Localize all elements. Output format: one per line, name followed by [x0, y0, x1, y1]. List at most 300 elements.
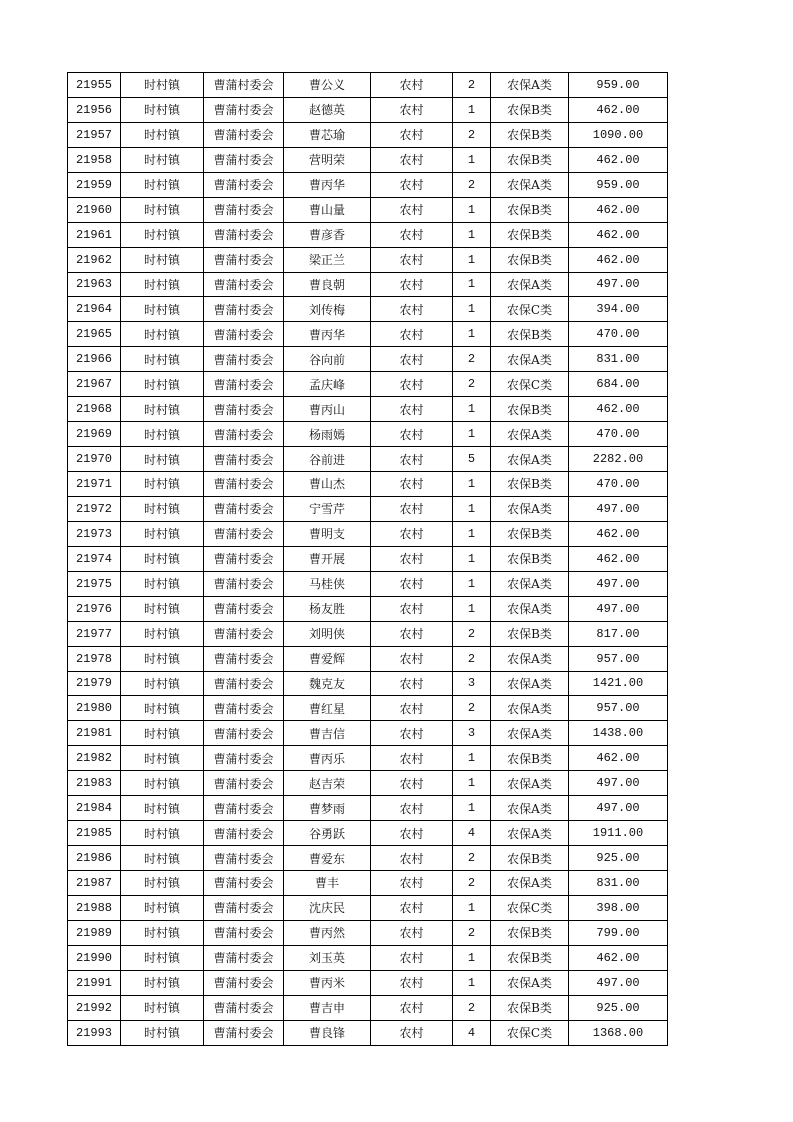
- town-cell: 时村镇: [121, 671, 204, 696]
- person-name-cell: 曹丙米: [284, 970, 371, 995]
- person-name-cell: 曹良锋: [284, 1020, 371, 1045]
- area-type-cell: 农村: [371, 871, 453, 896]
- row-id-cell: 21968: [68, 397, 121, 422]
- amount-cell: 1368.00: [569, 1020, 668, 1045]
- table-row: [68, 247, 668, 272]
- village-committee-cell: 曹蒲村委会: [204, 97, 284, 122]
- amount-cell: 959.00: [569, 73, 668, 98]
- town-cell: 时村镇: [121, 447, 204, 472]
- person-name-cell: 沈庆民: [284, 895, 371, 920]
- amount-cell: 959.00: [569, 172, 668, 197]
- town-cell: 时村镇: [121, 222, 204, 247]
- village-committee-cell: 曹蒲村委会: [204, 347, 284, 372]
- row-id-cell: 21965: [68, 322, 121, 347]
- amount-cell: 398.00: [569, 895, 668, 920]
- household-count-cell: 1: [453, 571, 491, 596]
- village-committee-cell: 曹蒲村委会: [204, 147, 284, 172]
- amount-cell: 2282.00: [569, 447, 668, 472]
- town-cell: 时村镇: [121, 247, 204, 272]
- area-type-cell: 农村: [371, 472, 453, 497]
- table-row: [68, 796, 668, 821]
- amount-cell: 470.00: [569, 322, 668, 347]
- person-name-cell: 曹爱东: [284, 846, 371, 871]
- table-row: [68, 621, 668, 646]
- insurance-category-cell: 农保A类: [491, 447, 569, 472]
- insurance-category-cell: 农保B类: [491, 621, 569, 646]
- village-committee-cell: 曹蒲村委会: [204, 472, 284, 497]
- village-committee-cell: 曹蒲村委会: [204, 796, 284, 821]
- insurance-category-cell: 农保B类: [491, 920, 569, 945]
- insurance-category-cell: 农保B类: [491, 995, 569, 1020]
- village-committee-cell: 曹蒲村委会: [204, 771, 284, 796]
- town-cell: 时村镇: [121, 147, 204, 172]
- town-cell: 时村镇: [121, 746, 204, 771]
- insurance-category-cell: 农保B类: [491, 222, 569, 247]
- amount-cell: 831.00: [569, 871, 668, 896]
- household-count-cell: 2: [453, 347, 491, 372]
- row-id-cell: 21955: [68, 73, 121, 98]
- area-type-cell: 农村: [371, 746, 453, 771]
- area-type-cell: 农村: [371, 895, 453, 920]
- person-name-cell: 谷勇跃: [284, 821, 371, 846]
- person-name-cell: 曹丙华: [284, 172, 371, 197]
- area-type-cell: 农村: [371, 696, 453, 721]
- amount-cell: 497.00: [569, 571, 668, 596]
- town-cell: 时村镇: [121, 122, 204, 147]
- household-count-cell: 1: [453, 322, 491, 347]
- village-committee-cell: 曹蒲村委会: [204, 871, 284, 896]
- insurance-category-cell: 农保B类: [491, 147, 569, 172]
- village-committee-cell: 曹蒲村委会: [204, 546, 284, 571]
- row-id-cell: 21967: [68, 372, 121, 397]
- household-count-cell: 3: [453, 671, 491, 696]
- amount-cell: 497.00: [569, 272, 668, 297]
- person-name-cell: 赵吉荣: [284, 771, 371, 796]
- row-id-cell: 21983: [68, 771, 121, 796]
- insurance-category-cell: 农保A类: [491, 796, 569, 821]
- village-committee-cell: 曹蒲村委会: [204, 1020, 284, 1045]
- row-id-cell: 21981: [68, 721, 121, 746]
- household-count-cell: 1: [453, 247, 491, 272]
- household-count-cell: 1: [453, 397, 491, 422]
- area-type-cell: 农村: [371, 621, 453, 646]
- table-row: [68, 147, 668, 172]
- insurance-category-cell: 农保C类: [491, 372, 569, 397]
- household-count-cell: 1: [453, 297, 491, 322]
- town-cell: 时村镇: [121, 496, 204, 521]
- person-name-cell: 刘传梅: [284, 297, 371, 322]
- row-id-cell: 21992: [68, 995, 121, 1020]
- person-name-cell: 曹丙华: [284, 322, 371, 347]
- amount-cell: 462.00: [569, 945, 668, 970]
- household-count-cell: 3: [453, 721, 491, 746]
- village-committee-cell: 曹蒲村委会: [204, 521, 284, 546]
- row-id-cell: 21974: [68, 546, 121, 571]
- table-row: [68, 821, 668, 846]
- table-row: [68, 721, 668, 746]
- town-cell: 时村镇: [121, 347, 204, 372]
- row-id-cell: 21973: [68, 521, 121, 546]
- person-name-cell: 曹彦香: [284, 222, 371, 247]
- insurance-category-cell: 农保C类: [491, 1020, 569, 1045]
- area-type-cell: 农村: [371, 995, 453, 1020]
- amount-cell: 497.00: [569, 771, 668, 796]
- person-name-cell: 曹山杰: [284, 472, 371, 497]
- town-cell: 时村镇: [121, 97, 204, 122]
- insurance-category-cell: 农保A类: [491, 596, 569, 621]
- village-committee-cell: 曹蒲村委会: [204, 596, 284, 621]
- insurance-category-cell: 农保A类: [491, 73, 569, 98]
- town-cell: 时村镇: [121, 172, 204, 197]
- area-type-cell: 农村: [371, 571, 453, 596]
- amount-cell: 462.00: [569, 546, 668, 571]
- village-committee-cell: 曹蒲村委会: [204, 646, 284, 671]
- row-id-cell: 21986: [68, 846, 121, 871]
- table-row: [68, 97, 668, 122]
- person-name-cell: 曹丰: [284, 871, 371, 896]
- household-count-cell: 2: [453, 871, 491, 896]
- row-id-cell: 21985: [68, 821, 121, 846]
- village-committee-cell: 曹蒲村委会: [204, 447, 284, 472]
- household-count-cell: 1: [453, 521, 491, 546]
- household-count-cell: 1: [453, 422, 491, 447]
- village-committee-cell: 曹蒲村委会: [204, 571, 284, 596]
- household-count-cell: 1: [453, 895, 491, 920]
- table-row: [68, 571, 668, 596]
- amount-cell: 462.00: [569, 521, 668, 546]
- row-id-cell: 21970: [68, 447, 121, 472]
- amount-cell: 470.00: [569, 472, 668, 497]
- amount-cell: 462.00: [569, 222, 668, 247]
- row-id-cell: 21980: [68, 696, 121, 721]
- household-count-cell: 2: [453, 995, 491, 1020]
- insurance-category-cell: 农保A类: [491, 347, 569, 372]
- insurance-category-cell: 农保C类: [491, 297, 569, 322]
- area-type-cell: 农村: [371, 821, 453, 846]
- table-body: [68, 73, 668, 1046]
- person-name-cell: 赵德英: [284, 97, 371, 122]
- household-count-cell: 1: [453, 771, 491, 796]
- row-id-cell: 21977: [68, 621, 121, 646]
- table-row: [68, 496, 668, 521]
- village-committee-cell: 曹蒲村委会: [204, 272, 284, 297]
- insurance-category-cell: 农保B类: [491, 97, 569, 122]
- table-row: [68, 671, 668, 696]
- row-id-cell: 21991: [68, 970, 121, 995]
- amount-cell: 497.00: [569, 496, 668, 521]
- household-count-cell: 5: [453, 447, 491, 472]
- table-row: [68, 372, 668, 397]
- person-name-cell: 曹吉申: [284, 995, 371, 1020]
- town-cell: 时村镇: [121, 297, 204, 322]
- household-count-cell: 1: [453, 197, 491, 222]
- table-row: [68, 746, 668, 771]
- town-cell: 时村镇: [121, 821, 204, 846]
- amount-cell: 957.00: [569, 646, 668, 671]
- table-row: [68, 920, 668, 945]
- area-type-cell: 农村: [371, 347, 453, 372]
- area-type-cell: 农村: [371, 671, 453, 696]
- table-row: [68, 895, 668, 920]
- table-row: [68, 995, 668, 1020]
- person-name-cell: 梁正兰: [284, 247, 371, 272]
- village-committee-cell: 曹蒲村委会: [204, 397, 284, 422]
- row-id-cell: 21972: [68, 496, 121, 521]
- insurance-category-cell: 农保B类: [491, 546, 569, 571]
- row-id-cell: 21960: [68, 197, 121, 222]
- insurance-category-cell: 农保B类: [491, 521, 569, 546]
- household-count-cell: 2: [453, 646, 491, 671]
- village-committee-cell: 曹蒲村委会: [204, 122, 284, 147]
- insurance-category-cell: 农保A类: [491, 272, 569, 297]
- amount-cell: 925.00: [569, 846, 668, 871]
- amount-cell: 470.00: [569, 422, 668, 447]
- area-type-cell: 农村: [371, 297, 453, 322]
- village-committee-cell: 曹蒲村委会: [204, 621, 284, 646]
- table-row: [68, 172, 668, 197]
- table-row: [68, 397, 668, 422]
- insurance-category-cell: 农保B类: [491, 846, 569, 871]
- insurance-category-cell: 农保A类: [491, 821, 569, 846]
- town-cell: 时村镇: [121, 696, 204, 721]
- amount-cell: 957.00: [569, 696, 668, 721]
- person-name-cell: 曹爱辉: [284, 646, 371, 671]
- insurance-category-cell: 农保A类: [491, 871, 569, 896]
- row-id-cell: 21989: [68, 920, 121, 945]
- village-committee-cell: 曹蒲村委会: [204, 895, 284, 920]
- amount-cell: 1438.00: [569, 721, 668, 746]
- row-id-cell: 21976: [68, 596, 121, 621]
- row-id-cell: 21966: [68, 347, 121, 372]
- area-type-cell: 农村: [371, 322, 453, 347]
- household-count-cell: 2: [453, 73, 491, 98]
- row-id-cell: 21984: [68, 796, 121, 821]
- insurance-category-cell: 农保A类: [491, 671, 569, 696]
- amount-cell: 817.00: [569, 621, 668, 646]
- village-committee-cell: 曹蒲村委会: [204, 746, 284, 771]
- row-id-cell: 21971: [68, 472, 121, 497]
- household-count-cell: 1: [453, 546, 491, 571]
- person-name-cell: 魏克友: [284, 671, 371, 696]
- village-committee-cell: 曹蒲村委会: [204, 696, 284, 721]
- amount-cell: 497.00: [569, 970, 668, 995]
- table-row: [68, 222, 668, 247]
- area-type-cell: 农村: [371, 945, 453, 970]
- insurance-category-cell: 农保A类: [491, 771, 569, 796]
- town-cell: 时村镇: [121, 472, 204, 497]
- household-count-cell: 1: [453, 272, 491, 297]
- area-type-cell: 农村: [371, 247, 453, 272]
- insurance-category-cell: 农保B类: [491, 945, 569, 970]
- table-row: [68, 272, 668, 297]
- town-cell: 时村镇: [121, 422, 204, 447]
- village-committee-cell: 曹蒲村委会: [204, 821, 284, 846]
- household-count-cell: 4: [453, 821, 491, 846]
- row-id-cell: 21969: [68, 422, 121, 447]
- row-id-cell: 21987: [68, 871, 121, 896]
- town-cell: 时村镇: [121, 322, 204, 347]
- town-cell: 时村镇: [121, 945, 204, 970]
- person-name-cell: 谷前进: [284, 447, 371, 472]
- insurance-category-cell: 农保B类: [491, 197, 569, 222]
- household-count-cell: 2: [453, 846, 491, 871]
- row-id-cell: 21961: [68, 222, 121, 247]
- amount-cell: 462.00: [569, 147, 668, 172]
- town-cell: 时村镇: [121, 920, 204, 945]
- person-name-cell: 曹芯瑜: [284, 122, 371, 147]
- town-cell: 时村镇: [121, 197, 204, 222]
- town-cell: 时村镇: [121, 546, 204, 571]
- table-row: [68, 521, 668, 546]
- row-id-cell: 21990: [68, 945, 121, 970]
- person-name-cell: 曹吉信: [284, 721, 371, 746]
- table-row: [68, 596, 668, 621]
- person-name-cell: 曹山量: [284, 197, 371, 222]
- person-name-cell: 曹丙乐: [284, 746, 371, 771]
- area-type-cell: 农村: [371, 521, 453, 546]
- household-count-cell: 1: [453, 970, 491, 995]
- town-cell: 时村镇: [121, 372, 204, 397]
- village-committee-cell: 曹蒲村委会: [204, 945, 284, 970]
- amount-cell: 684.00: [569, 372, 668, 397]
- village-committee-cell: 曹蒲村委会: [204, 846, 284, 871]
- table-row: [68, 871, 668, 896]
- person-name-cell: 曹红星: [284, 696, 371, 721]
- town-cell: 时村镇: [121, 895, 204, 920]
- insurance-category-cell: 农保A类: [491, 646, 569, 671]
- area-type-cell: 农村: [371, 197, 453, 222]
- town-cell: 时村镇: [121, 721, 204, 746]
- row-id-cell: 21978: [68, 646, 121, 671]
- amount-cell: 462.00: [569, 247, 668, 272]
- table-row: [68, 945, 668, 970]
- area-type-cell: 农村: [371, 372, 453, 397]
- household-count-cell: 2: [453, 172, 491, 197]
- area-type-cell: 农村: [371, 1020, 453, 1045]
- insurance-category-cell: 农保A类: [491, 496, 569, 521]
- person-name-cell: 曹良朝: [284, 272, 371, 297]
- row-id-cell: 21975: [68, 571, 121, 596]
- insurance-category-cell: 农保B类: [491, 397, 569, 422]
- amount-cell: 497.00: [569, 796, 668, 821]
- village-committee-cell: 曹蒲村委会: [204, 422, 284, 447]
- person-name-cell: 杨雨嫣: [284, 422, 371, 447]
- area-type-cell: 农村: [371, 846, 453, 871]
- household-count-cell: 1: [453, 945, 491, 970]
- amount-cell: 462.00: [569, 197, 668, 222]
- person-name-cell: 谷向前: [284, 347, 371, 372]
- amount-cell: 1911.00: [569, 821, 668, 846]
- town-cell: 时村镇: [121, 397, 204, 422]
- area-type-cell: 农村: [371, 222, 453, 247]
- amount-cell: 799.00: [569, 920, 668, 945]
- amount-cell: 394.00: [569, 297, 668, 322]
- person-name-cell: 曹公义: [284, 73, 371, 98]
- area-type-cell: 农村: [371, 147, 453, 172]
- area-type-cell: 农村: [371, 122, 453, 147]
- person-name-cell: 刘玉英: [284, 945, 371, 970]
- insurance-category-cell: 农保B类: [491, 122, 569, 147]
- person-name-cell: 营明荣: [284, 147, 371, 172]
- table-row: [68, 73, 668, 98]
- amount-cell: 925.00: [569, 995, 668, 1020]
- village-committee-cell: 曹蒲村委会: [204, 372, 284, 397]
- area-type-cell: 农村: [371, 771, 453, 796]
- town-cell: 时村镇: [121, 621, 204, 646]
- row-id-cell: 21982: [68, 746, 121, 771]
- table-row: [68, 696, 668, 721]
- insurance-category-cell: 农保A类: [491, 721, 569, 746]
- table-row: [68, 297, 668, 322]
- insurance-category-cell: 农保B类: [491, 322, 569, 347]
- village-committee-cell: 曹蒲村委会: [204, 222, 284, 247]
- village-committee-cell: 曹蒲村委会: [204, 995, 284, 1020]
- town-cell: 时村镇: [121, 846, 204, 871]
- area-type-cell: 农村: [371, 596, 453, 621]
- household-count-cell: 1: [453, 147, 491, 172]
- area-type-cell: 农村: [371, 397, 453, 422]
- town-cell: 时村镇: [121, 871, 204, 896]
- town-cell: 时村镇: [121, 646, 204, 671]
- village-committee-cell: 曹蒲村委会: [204, 671, 284, 696]
- person-name-cell: 马桂侠: [284, 571, 371, 596]
- town-cell: 时村镇: [121, 521, 204, 546]
- insurance-category-cell: 农保A类: [491, 696, 569, 721]
- town-cell: 时村镇: [121, 1020, 204, 1045]
- village-committee-cell: 曹蒲村委会: [204, 172, 284, 197]
- household-count-cell: 2: [453, 696, 491, 721]
- row-id-cell: 21979: [68, 671, 121, 696]
- table-row: [68, 347, 668, 372]
- household-count-cell: 1: [453, 746, 491, 771]
- table-row: [68, 846, 668, 871]
- area-type-cell: 农村: [371, 422, 453, 447]
- insurance-category-cell: 农保B类: [491, 472, 569, 497]
- table-row: [68, 646, 668, 671]
- amount-cell: 462.00: [569, 97, 668, 122]
- row-id-cell: 21993: [68, 1020, 121, 1045]
- table-row: [68, 970, 668, 995]
- table-row: [68, 1020, 668, 1045]
- household-count-cell: 2: [453, 372, 491, 397]
- household-count-cell: 1: [453, 596, 491, 621]
- table-row: [68, 771, 668, 796]
- person-name-cell: 曹丙山: [284, 397, 371, 422]
- area-type-cell: 农村: [371, 796, 453, 821]
- area-type-cell: 农村: [371, 721, 453, 746]
- amount-cell: 1090.00: [569, 122, 668, 147]
- area-type-cell: 农村: [371, 970, 453, 995]
- household-count-cell: 2: [453, 920, 491, 945]
- insurance-category-cell: 农保A类: [491, 422, 569, 447]
- amount-cell: 1421.00: [569, 671, 668, 696]
- data-table: [67, 72, 668, 1046]
- town-cell: 时村镇: [121, 272, 204, 297]
- row-id-cell: 21956: [68, 97, 121, 122]
- row-id-cell: 21962: [68, 247, 121, 272]
- village-committee-cell: 曹蒲村委会: [204, 73, 284, 98]
- amount-cell: 462.00: [569, 397, 668, 422]
- area-type-cell: 农村: [371, 172, 453, 197]
- insurance-category-cell: 农保A类: [491, 571, 569, 596]
- village-committee-cell: 曹蒲村委会: [204, 247, 284, 272]
- amount-cell: 462.00: [569, 746, 668, 771]
- town-cell: 时村镇: [121, 995, 204, 1020]
- insurance-category-cell: 农保A类: [491, 172, 569, 197]
- person-name-cell: 宁雪芹: [284, 496, 371, 521]
- town-cell: 时村镇: [121, 571, 204, 596]
- area-type-cell: 农村: [371, 920, 453, 945]
